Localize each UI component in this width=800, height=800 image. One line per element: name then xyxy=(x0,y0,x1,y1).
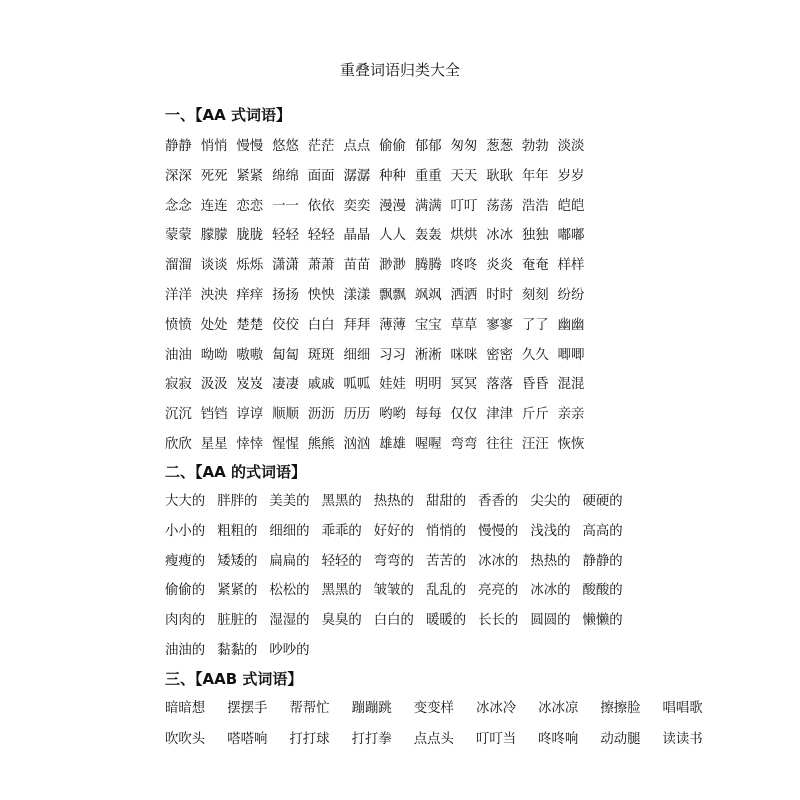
word-item: 皱皱的 xyxy=(373,583,414,599)
word-item: 哟哟 xyxy=(379,407,406,423)
word-item: 呱呱 xyxy=(343,377,371,393)
word-row xyxy=(165,374,593,396)
word-item: 咚咚 xyxy=(450,258,478,274)
word-item: 瘦瘦的 xyxy=(165,553,206,569)
word-item: 喔喔 xyxy=(414,437,442,452)
word-row xyxy=(165,285,593,307)
word-item: 松松的 xyxy=(269,583,310,599)
word-item: 乖乖的 xyxy=(321,523,362,539)
word-item: 长长的 xyxy=(478,613,519,629)
section-heading-aab: 三、【AAB 式词语】 xyxy=(165,670,303,688)
word-item: 恋恋 xyxy=(236,198,264,214)
word-item: 每每 xyxy=(414,407,442,423)
word-item: 郁郁 xyxy=(414,139,442,154)
word-item: 溜溜 xyxy=(165,258,192,274)
word-item: 混混 xyxy=(557,377,585,393)
word-item: 暗暗想 xyxy=(165,701,206,716)
word-item: 淡淡 xyxy=(557,139,585,154)
word-item: 悠悠 xyxy=(272,139,299,154)
word-item: 暖暖的 xyxy=(425,613,467,629)
word-item: 荡荡 xyxy=(486,198,513,214)
word-item: 美美的 xyxy=(269,494,310,509)
section-heading-aa: 一、【AA 式词语】 xyxy=(165,106,291,124)
word-item: 轻轻 xyxy=(307,228,335,244)
word-item: 岁岁 xyxy=(557,168,585,184)
word-item: 浩浩 xyxy=(521,198,549,214)
word-item: 热热的 xyxy=(373,494,414,509)
word-item: 大大的 xyxy=(165,494,206,509)
word-item: 亮亮的 xyxy=(478,583,519,599)
word-item: 晶晶 xyxy=(343,228,371,244)
word-item: 痒痒 xyxy=(236,288,264,303)
word-item: 烁烁 xyxy=(236,258,264,274)
word-item: 脏脏的 xyxy=(217,613,258,629)
word-item: 佼佼 xyxy=(272,317,299,333)
word-row xyxy=(165,580,635,602)
word-item: 久久 xyxy=(521,347,549,363)
word-item: 渺渺 xyxy=(379,258,406,274)
word-item: 硬硬的 xyxy=(582,494,623,509)
word-item: 沥沥 xyxy=(307,407,335,423)
word-item: 读读书 xyxy=(662,732,703,747)
word-row xyxy=(165,698,725,720)
word-item: 人人 xyxy=(379,228,406,244)
word-item: 凄凄 xyxy=(272,377,299,393)
word-row xyxy=(165,491,635,513)
word-item: 连连 xyxy=(200,198,228,214)
word-item: 洒洒 xyxy=(450,288,478,303)
word-item: 星星 xyxy=(200,437,228,452)
word-item: 唱唱歌 xyxy=(662,701,703,716)
word-item: 吹吹头 xyxy=(165,732,206,747)
word-item: 烘烘 xyxy=(450,228,478,244)
word-item: 往往 xyxy=(486,437,513,452)
word-item: 蒙蒙 xyxy=(165,228,192,244)
word-item: 密密 xyxy=(486,347,513,363)
word-item: 泱泱 xyxy=(200,288,228,303)
word-item: 历历 xyxy=(343,407,371,423)
word-item: 香香的 xyxy=(478,494,519,509)
word-item: 津津 xyxy=(486,407,513,423)
word-item: 草草 xyxy=(450,317,478,333)
word-item: 朦朦 xyxy=(200,228,228,244)
word-item: 黏黏的 xyxy=(217,643,258,658)
word-item: 高高的 xyxy=(582,523,623,539)
word-item: 乱乱的 xyxy=(425,583,467,599)
word-item: 飒飒 xyxy=(414,288,442,303)
word-item: 依依 xyxy=(307,198,335,214)
section-heading-aa-de: 二、【AA 的式词语】 xyxy=(165,463,306,481)
word-item: 了了 xyxy=(521,317,549,333)
word-item: 念念 xyxy=(165,198,192,214)
word-row xyxy=(165,729,725,751)
word-item: 嗷嗷 xyxy=(236,347,264,363)
word-item: 天天 xyxy=(450,168,478,184)
word-item: 变变样 xyxy=(413,701,454,716)
word-item: 弯弯 xyxy=(450,437,478,452)
word-item: 油油的 xyxy=(165,643,206,658)
word-item: 幽幽 xyxy=(557,317,585,333)
word-row xyxy=(165,136,593,158)
word-item: 静静的 xyxy=(582,553,623,569)
word-item: 仅仅 xyxy=(450,407,478,423)
word-item: 偷偷 xyxy=(379,139,406,154)
word-item: 悻悻 xyxy=(236,437,264,452)
word-item: 拜拜 xyxy=(343,317,371,333)
word-row xyxy=(165,434,593,456)
word-item: 年年 xyxy=(521,168,549,184)
word-item: 绵绵 xyxy=(272,168,299,184)
word-row xyxy=(165,521,635,543)
document-title: 重叠词语归类大全 xyxy=(339,61,460,79)
word-item: 沉沉 xyxy=(165,407,192,423)
word-item: 面面 xyxy=(307,168,335,184)
word-row xyxy=(165,551,635,573)
word-item: 娃娃 xyxy=(379,377,406,393)
word-item: 白白的 xyxy=(373,613,414,629)
word-item: 勃勃 xyxy=(521,139,549,154)
word-item: 臭臭的 xyxy=(321,613,362,629)
word-item: 轰轰 xyxy=(414,228,442,244)
word-item: 汹汹 xyxy=(343,437,371,452)
word-item: 冰冰的 xyxy=(530,583,571,599)
word-item: 湿湿的 xyxy=(269,613,310,629)
word-item: 亲亲 xyxy=(557,407,585,423)
word-item: 惺惺 xyxy=(272,437,299,452)
word-item: 扁扁的 xyxy=(269,553,310,569)
word-item: 矮矮的 xyxy=(217,553,258,569)
word-item: 蹦蹦跳 xyxy=(351,701,392,716)
word-item: 紧紧 xyxy=(236,168,264,184)
word-item: 小小的 xyxy=(165,523,206,539)
word-item: 懒懒的 xyxy=(582,613,623,629)
word-item: 静静 xyxy=(165,139,192,154)
word-item: 肉肉的 xyxy=(165,613,206,629)
word-item: 样样 xyxy=(557,258,585,274)
word-item: 匐匐 xyxy=(272,347,299,363)
word-item: 胖胖的 xyxy=(217,494,258,509)
word-item: 热热的 xyxy=(530,553,571,569)
word-item: 擦擦脸 xyxy=(600,701,641,716)
word-item: 潇潇 xyxy=(272,258,299,274)
word-item: 茫茫 xyxy=(307,139,335,154)
word-item: 嘟嘟 xyxy=(557,228,585,244)
word-item: 飘飘 xyxy=(379,288,406,303)
word-item: 点点 xyxy=(343,139,371,154)
word-item: 宝宝 xyxy=(414,317,442,333)
word-item: 嗒嗒响 xyxy=(227,732,268,747)
word-item: 奄奄 xyxy=(521,258,549,274)
word-item: 习习 xyxy=(379,347,406,363)
word-item: 冰冰的 xyxy=(478,553,519,569)
word-item: 油油 xyxy=(165,347,192,363)
word-item: 落落 xyxy=(486,377,513,393)
word-row xyxy=(165,345,593,367)
word-item: 细细 xyxy=(343,347,371,363)
word-item: 谈谈 xyxy=(200,258,228,274)
word-item: 楚楚 xyxy=(236,317,264,333)
word-item: 愤愤 xyxy=(165,317,192,333)
word-item: 重重 xyxy=(414,168,442,184)
word-item: 深深 xyxy=(165,168,192,184)
word-item: 一一 xyxy=(272,198,299,214)
word-item: 漫漫 xyxy=(379,198,406,214)
word-item: 萧萧 xyxy=(307,258,335,274)
word-item: 戚戚 xyxy=(307,377,335,393)
word-item: 漾漾 xyxy=(343,288,371,303)
word-item: 斤斤 xyxy=(521,407,549,423)
word-item: 汲汲 xyxy=(200,377,228,393)
word-item: 耿耿 xyxy=(486,168,513,184)
word-item: 处处 xyxy=(200,317,228,333)
word-item: 淅淅 xyxy=(414,347,442,363)
word-item: 好好的 xyxy=(373,523,414,539)
word-item: 冰冰凉 xyxy=(538,701,579,716)
word-item: 苦苦的 xyxy=(425,553,467,569)
word-item: 匆匆 xyxy=(450,139,478,154)
word-item: 轻轻 xyxy=(272,228,299,244)
word-item: 雄雄 xyxy=(379,437,406,452)
word-item: 叮叮当 xyxy=(475,732,517,747)
word-item: 冰冰 xyxy=(486,228,513,244)
word-item: 唧唧 xyxy=(557,347,585,363)
word-item: 熊熊 xyxy=(307,437,335,452)
word-item: 时时 xyxy=(486,288,513,303)
word-item: 苗苗 xyxy=(343,258,371,274)
word-item: 恢恢 xyxy=(557,437,585,452)
word-item: 摆摆手 xyxy=(227,701,268,716)
word-item: 欣欣 xyxy=(165,437,192,452)
word-item: 偷偷的 xyxy=(165,583,206,599)
word-item: 黑黑的 xyxy=(321,583,362,599)
word-item: 咚咚响 xyxy=(538,732,579,747)
word-item: 打打拳 xyxy=(351,732,392,747)
word-item: 悄悄 xyxy=(200,139,228,154)
word-item: 纷纷 xyxy=(557,288,585,303)
word-item: 寥寥 xyxy=(486,317,513,333)
word-item: 点点头 xyxy=(413,732,454,747)
word-item: 奕奕 xyxy=(343,198,371,214)
word-item: 扬扬 xyxy=(272,288,299,303)
word-item: 谆谆 xyxy=(236,407,264,423)
word-item: 慢慢 xyxy=(236,139,264,154)
word-item: 打打球 xyxy=(289,732,330,747)
word-item: 炎炎 xyxy=(486,258,513,274)
word-item: 种种 xyxy=(379,168,406,184)
word-item: 轻轻的 xyxy=(321,553,362,569)
word-item: 满满 xyxy=(414,198,442,214)
word-item: 独独 xyxy=(521,228,549,244)
word-item: 叮叮 xyxy=(450,198,478,214)
word-item: 慢慢的 xyxy=(478,523,519,539)
word-item: 葱葱 xyxy=(486,139,513,154)
word-row xyxy=(165,255,593,277)
word-item: 铛铛 xyxy=(200,407,228,423)
word-item: 悄悄的 xyxy=(425,523,467,539)
word-item: 汪汪 xyxy=(521,437,549,452)
word-row xyxy=(165,640,322,662)
word-item: 咪咪 xyxy=(450,347,478,363)
word-item: 薄薄 xyxy=(379,317,406,333)
word-item: 死死 xyxy=(200,168,228,184)
word-row xyxy=(165,225,593,247)
word-item: 圆圆的 xyxy=(530,613,571,629)
word-item: 呦呦 xyxy=(200,347,228,363)
word-item: 弯弯的 xyxy=(373,553,414,569)
word-item: 细细的 xyxy=(269,523,310,539)
word-item: 刻刻 xyxy=(521,288,549,303)
word-item: 寂寂 xyxy=(165,377,192,393)
word-item: 尖尖的 xyxy=(530,494,571,509)
word-item: 粗粗的 xyxy=(217,523,258,539)
word-item: 白白 xyxy=(307,317,335,333)
word-row xyxy=(165,166,593,188)
word-item: 潺潺 xyxy=(343,168,371,184)
word-row xyxy=(165,315,593,337)
word-item: 浅浅的 xyxy=(530,523,571,539)
word-item: 甜甜的 xyxy=(425,494,467,509)
word-item: 黑黑的 xyxy=(321,494,362,509)
word-item: 洋洋 xyxy=(165,288,192,303)
word-item: 腾腾 xyxy=(414,258,442,274)
word-row xyxy=(165,196,593,218)
word-item: 冥冥 xyxy=(450,377,478,393)
word-item: 帮帮忙 xyxy=(289,701,330,716)
word-item: 明明 xyxy=(414,377,442,393)
word-item: 斑斑 xyxy=(307,347,335,363)
word-item: 顺顺 xyxy=(272,407,299,423)
word-item: 昏昏 xyxy=(521,377,549,393)
word-item: 动动腿 xyxy=(600,732,641,747)
word-item: 紧紧的 xyxy=(217,583,258,599)
word-item: 怏怏 xyxy=(307,288,335,303)
word-row xyxy=(165,610,635,632)
word-item: 皑皑 xyxy=(557,198,585,214)
word-item: 胧胧 xyxy=(236,228,264,244)
word-item: 酸酸的 xyxy=(582,583,623,599)
word-item: 岌岌 xyxy=(236,377,264,393)
word-item: 吵吵的 xyxy=(269,643,310,658)
word-row xyxy=(165,404,593,426)
word-item: 冰冰冷 xyxy=(475,701,517,716)
